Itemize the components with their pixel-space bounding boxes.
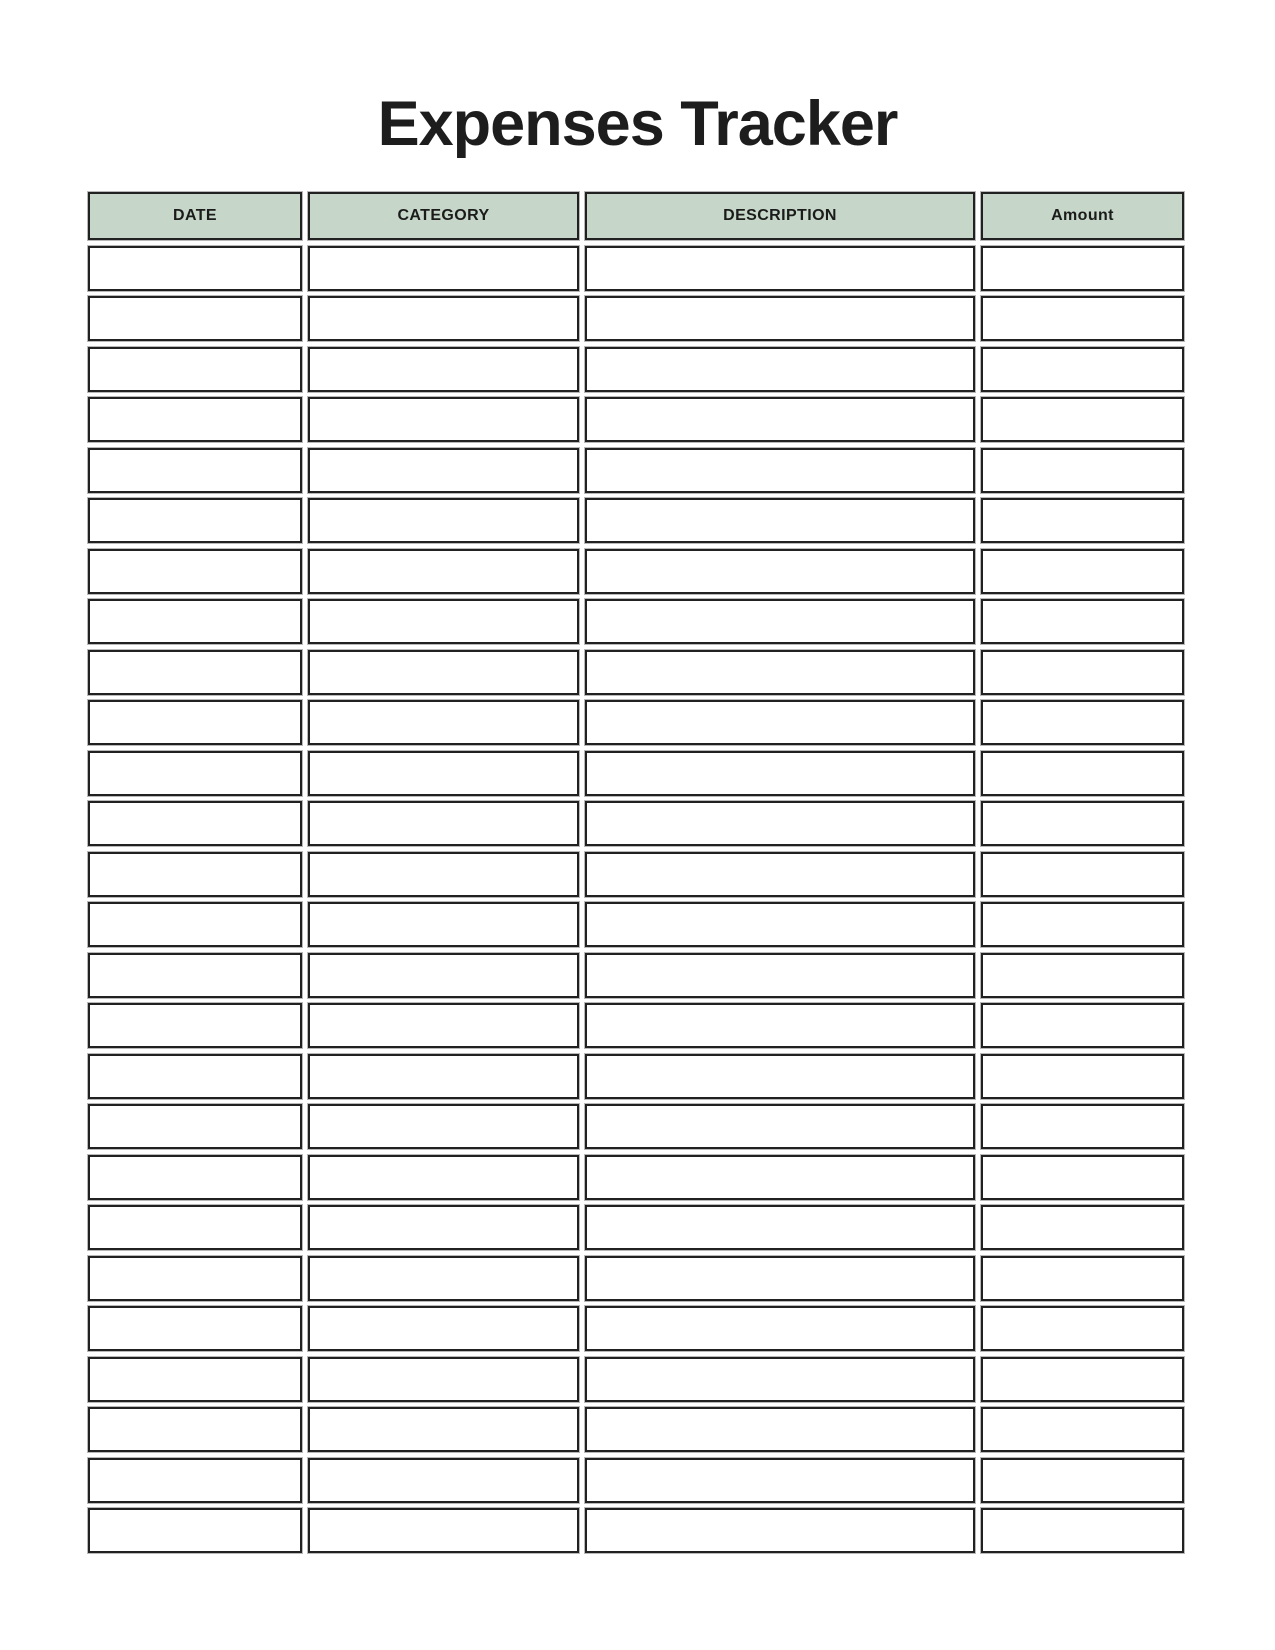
table-cell[interactable] (585, 801, 975, 846)
table-cell[interactable] (585, 852, 975, 897)
table-cell[interactable] (585, 1003, 975, 1048)
table-cell[interactable] (981, 448, 1184, 493)
column-header-category: CATEGORY (308, 192, 579, 240)
table-cell[interactable] (88, 1256, 302, 1301)
table-cell[interactable] (981, 296, 1184, 341)
table-cell[interactable] (308, 1458, 579, 1503)
table-cell[interactable] (981, 1458, 1184, 1503)
table-cell[interactable] (88, 751, 302, 796)
column-header-date: DATE (88, 192, 302, 240)
table-cell[interactable] (981, 953, 1184, 998)
table-cell[interactable] (585, 296, 975, 341)
table-cell[interactable] (88, 1104, 302, 1149)
table-cell[interactable] (308, 1306, 579, 1351)
table-cell[interactable] (981, 246, 1184, 291)
table-cell[interactable] (88, 1458, 302, 1503)
table-cell[interactable] (585, 902, 975, 947)
table-cell[interactable] (88, 650, 302, 695)
table-cell[interactable] (585, 1205, 975, 1250)
table-cell[interactable] (981, 549, 1184, 594)
table-cell[interactable] (308, 650, 579, 695)
table-cell[interactable] (308, 1508, 579, 1553)
table-cell[interactable] (88, 498, 302, 543)
table-cell[interactable] (88, 599, 302, 644)
table-cell[interactable] (88, 1508, 302, 1553)
table-cell[interactable] (981, 700, 1184, 745)
column-header-description: DESCRIPTION (585, 192, 975, 240)
table-cell[interactable] (585, 397, 975, 442)
column-header-amount: Amount (981, 192, 1184, 240)
table-cell[interactable] (88, 1054, 302, 1099)
table-cell[interactable] (585, 599, 975, 644)
table-cell[interactable] (308, 1155, 579, 1200)
table-cell[interactable] (981, 599, 1184, 644)
table-cell[interactable] (981, 397, 1184, 442)
table-cell[interactable] (308, 1256, 579, 1301)
table-cell[interactable] (585, 650, 975, 695)
table-cell[interactable] (981, 1155, 1184, 1200)
table-cell[interactable] (88, 801, 302, 846)
table-cell[interactable] (585, 1458, 975, 1503)
table-cell[interactable] (88, 1306, 302, 1351)
table-cell[interactable] (308, 751, 579, 796)
table-cell[interactable] (88, 397, 302, 442)
table-cell[interactable] (88, 953, 302, 998)
table-cell[interactable] (88, 1205, 302, 1250)
table-cell[interactable] (308, 852, 579, 897)
table-cell[interactable] (308, 1205, 579, 1250)
table-cell[interactable] (308, 1003, 579, 1048)
table-cell[interactable] (585, 1104, 975, 1149)
table-cell[interactable] (308, 549, 579, 594)
table-cell[interactable] (88, 1357, 302, 1402)
table-cell[interactable] (585, 1508, 975, 1553)
table-cell[interactable] (981, 852, 1184, 897)
table-cell[interactable] (981, 1508, 1184, 1553)
table-cell[interactable] (308, 700, 579, 745)
table-cell[interactable] (88, 347, 302, 392)
table-cell[interactable] (585, 1054, 975, 1099)
table-cell[interactable] (308, 1357, 579, 1402)
table-cell[interactable] (308, 599, 579, 644)
table-cell[interactable] (585, 549, 975, 594)
expenses-table (88, 192, 1184, 1553)
table-cell[interactable] (585, 1306, 975, 1351)
table-cell[interactable] (981, 1003, 1184, 1048)
table-cell[interactable] (308, 1054, 579, 1099)
table-cell[interactable] (308, 1104, 579, 1149)
table-cell[interactable] (585, 1357, 975, 1402)
table-cell[interactable] (585, 700, 975, 745)
table-cell[interactable] (585, 1256, 975, 1301)
table-cell[interactable] (88, 700, 302, 745)
table-cell[interactable] (981, 801, 1184, 846)
table-cell[interactable] (88, 549, 302, 594)
table-cell[interactable] (585, 953, 975, 998)
table-cell[interactable] (308, 902, 579, 947)
table-cell[interactable] (88, 852, 302, 897)
table-cell[interactable] (308, 448, 579, 493)
table-cell[interactable] (88, 1003, 302, 1048)
table-cell[interactable] (585, 1407, 975, 1452)
table-cell[interactable] (981, 1205, 1184, 1250)
table-cell[interactable] (88, 1155, 302, 1200)
table-cell[interactable] (308, 498, 579, 543)
table-cell[interactable] (88, 296, 302, 341)
table-cell[interactable] (308, 1407, 579, 1452)
table-cell[interactable] (585, 498, 975, 543)
table-cell[interactable] (585, 246, 975, 291)
table-cell[interactable] (981, 1256, 1184, 1301)
table-cell[interactable] (981, 1306, 1184, 1351)
table-cell[interactable] (308, 801, 579, 846)
table-cell[interactable] (981, 902, 1184, 947)
table-cell[interactable] (981, 650, 1184, 695)
table-cell[interactable] (585, 751, 975, 796)
table-cell[interactable] (981, 498, 1184, 543)
table-cell[interactable] (585, 1155, 975, 1200)
table-cell[interactable] (88, 1407, 302, 1452)
table-cell[interactable] (585, 347, 975, 392)
table-cell[interactable] (981, 1357, 1184, 1402)
table-cell[interactable] (308, 953, 579, 998)
table-cell[interactable] (88, 448, 302, 493)
page-title: Expenses Tracker (377, 89, 898, 159)
table-cell[interactable] (308, 296, 579, 341)
table-cell[interactable] (88, 246, 302, 291)
table-cell[interactable] (308, 397, 579, 442)
table-cell[interactable] (585, 448, 975, 493)
table-cell[interactable] (981, 347, 1184, 392)
table-cell[interactable] (981, 1104, 1184, 1149)
table-cell[interactable] (88, 902, 302, 947)
table-cell[interactable] (981, 751, 1184, 796)
table-cell[interactable] (308, 246, 579, 291)
table-cell[interactable] (981, 1407, 1184, 1452)
table-cell[interactable] (981, 1054, 1184, 1099)
table-cell[interactable] (308, 347, 579, 392)
